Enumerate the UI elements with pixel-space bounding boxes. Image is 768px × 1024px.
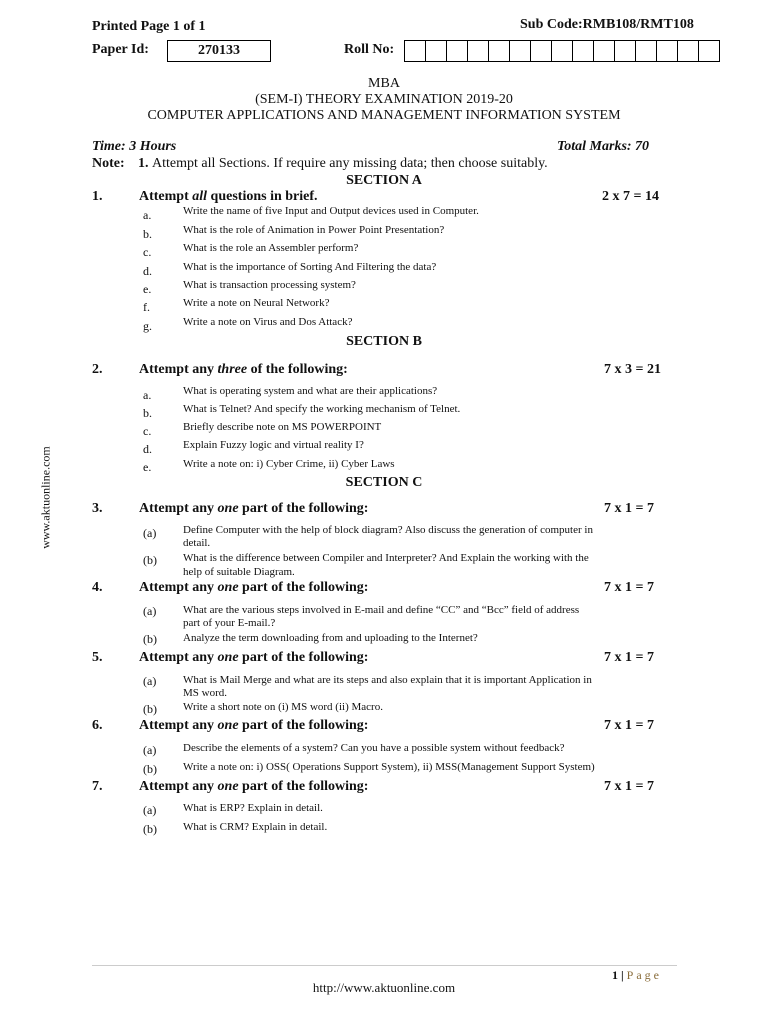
watermark-url: www.aktuonline.com	[38, 446, 53, 549]
q1d-label: d.	[143, 264, 152, 278]
q1e-text: What is transaction processing system?	[183, 279, 356, 291]
q5-marks: 7 x 1 = 7	[604, 650, 654, 665]
q5a-text-line2: MS word.	[183, 687, 228, 699]
paper-id-label: Paper Id:	[92, 42, 149, 57]
q6-instruction: Attempt any one part of the following:	[139, 718, 369, 733]
roll-no-cell[interactable]	[551, 40, 573, 62]
page-number: 1 | Page	[612, 968, 662, 982]
q4b-label: (b)	[143, 632, 157, 646]
footer-url[interactable]: http://www.aktuonline.com	[312, 980, 456, 995]
q4a-text-line1: What are the various steps involved in E-mail and define “CC” and “Bcc” field of address	[183, 604, 580, 616]
q2-marks: 7 x 3 = 21	[604, 362, 661, 377]
roll-no-cell[interactable]	[635, 40, 657, 62]
roll-no-cell[interactable]	[698, 40, 720, 62]
note-label: Note:	[92, 156, 125, 171]
q1d-text: What is the importance of Sorting And Filtering the data?	[183, 261, 437, 273]
roll-no-cell[interactable]	[467, 40, 489, 62]
subject-title: COMPUTER APPLICATIONS AND MANAGEMENT INFORMATION SYSTEM	[147, 108, 621, 123]
q7a-text: What is ERP? Explain in detail.	[183, 802, 323, 814]
q1b-label: b.	[143, 227, 152, 241]
roll-no-cell[interactable]	[593, 40, 615, 62]
q5b-text: Write a short note on (i) MS word (ii) Macro.	[183, 701, 383, 713]
q7a-label: (a)	[143, 803, 157, 817]
q5b-label: (b)	[143, 702, 157, 716]
roll-no-cell[interactable]	[530, 40, 552, 62]
roll-no-cell[interactable]	[614, 40, 636, 62]
q7b-label: (b)	[143, 822, 157, 836]
q1f-text: Write a note on Neural Network?	[183, 297, 330, 309]
q5-number: 5.	[92, 650, 103, 665]
q3a-text-line2: detail.	[183, 537, 211, 549]
q3a-label: (a)	[143, 526, 157, 540]
q3-marks: 7 x 1 = 7	[604, 501, 654, 516]
q3-instruction: Attempt any one part of the following:	[139, 501, 369, 516]
note-number: 1.	[138, 156, 149, 171]
q1-instruction: Attempt all questions in brief.	[139, 189, 318, 204]
q1e-label: e.	[143, 282, 152, 296]
q2d-label: d.	[143, 442, 152, 456]
q3b-label: (b)	[143, 553, 157, 567]
paper-id-box: 270133	[167, 40, 271, 62]
q7-marks: 7 x 1 = 7	[604, 779, 654, 794]
q2a-label: a.	[143, 388, 152, 402]
q7-instruction: Attempt any one part of the following:	[139, 779, 369, 794]
q4b-text: Analyze the term downloading from and uploading to the Internet?	[183, 632, 478, 644]
q3b-text-line1: What is the difference between Compiler and Interpreter? And Explain the working with the	[183, 552, 589, 564]
q5a-label: (a)	[143, 674, 157, 688]
note-text: Attempt all Sections. If require any missing data; then choose suitably.	[152, 156, 548, 171]
q3-number: 3.	[92, 501, 103, 516]
total-marks: Total Marks: 70	[557, 139, 650, 154]
q6a-text: Describe the elements of a system? Can you have a possible system without feedback?	[183, 742, 565, 754]
q6-number: 6.	[92, 718, 103, 733]
q2-number: 2.	[92, 362, 103, 377]
q1c-text: What is the role an Assembler perform?	[183, 242, 359, 254]
q6a-label: (a)	[143, 743, 157, 757]
q2e-label: e.	[143, 460, 152, 474]
roll-no-cell[interactable]	[509, 40, 531, 62]
q1a-label: a.	[143, 208, 152, 222]
q1f-label: f.	[143, 300, 150, 314]
q4-marks: 7 x 1 = 7	[604, 580, 654, 595]
q2e-text: Write a note on: i) Cyber Crime, ii) Cyber Laws	[183, 458, 395, 470]
q5a-text-line1: What is Mail Merge and what are its steps and also explain that it is important Application in	[183, 674, 592, 686]
q1b-text: What is the role of Animation in Power Point Presentation?	[183, 224, 445, 236]
q1g-label: g.	[143, 319, 152, 333]
q7b-text: What is CRM? Explain in detail.	[183, 821, 328, 833]
q1-number: 1.	[92, 189, 103, 204]
q4-number: 4.	[92, 580, 103, 595]
q2-instruction: Attempt any three of the following:	[139, 362, 348, 377]
roll-no-cell[interactable]	[404, 40, 426, 62]
q1a-text: Write the name of five Input and Output devices used in Computer.	[183, 205, 479, 217]
q2c-text: Briefly describe note on MS POWERPOINT	[183, 421, 382, 433]
printed-page-label: Printed Page 1 of 1	[92, 19, 206, 34]
roll-no-cell[interactable]	[656, 40, 678, 62]
sub-code: Sub Code:RMB108/RMT108	[520, 17, 694, 32]
q1-marks: 2 x 7 = 14	[602, 189, 659, 204]
roll-no-cell[interactable]	[488, 40, 510, 62]
q5-instruction: Attempt any one part of the following:	[139, 650, 369, 665]
exam-title: (SEM-I) THEORY EXAMINATION 2019-20	[255, 92, 513, 107]
footer-divider	[92, 965, 677, 966]
roll-no-cell[interactable]	[677, 40, 699, 62]
q2a-text: What is operating system and what are their applications?	[183, 385, 438, 397]
section-b-heading: SECTION B	[346, 334, 422, 349]
q2c-label: c.	[143, 424, 152, 438]
q4a-text-line2: part of your E-mail.?	[183, 617, 276, 629]
q2d-text: Explain Fuzzy logic and virtual reality I?	[183, 439, 364, 451]
q3a-text-line1: Define Computer with the help of block diagram? Also discuss the generation of computer in	[183, 524, 593, 536]
q2b-label: b.	[143, 406, 152, 420]
time-label: Time: 3 Hours	[92, 139, 177, 154]
section-c-heading: SECTION C	[345, 475, 423, 490]
q6-marks: 7 x 1 = 7	[604, 718, 654, 733]
roll-no-cell[interactable]	[446, 40, 468, 62]
section-a-heading: SECTION A	[346, 173, 422, 188]
q6b-label: (b)	[143, 762, 157, 776]
q1c-label: c.	[143, 245, 152, 259]
program-title: MBA	[368, 76, 400, 91]
q4a-label: (a)	[143, 604, 157, 618]
q2b-text: What is Telnet? And specify the working mechanism of Telnet.	[183, 403, 461, 415]
q1g-text: Write a note on Virus and Dos Attack?	[183, 316, 353, 328]
roll-no-cell[interactable]	[572, 40, 594, 62]
q6b-text: Write a note on: i) OSS( Operations Support System), ii) MSS(Management Support System)	[183, 761, 595, 773]
roll-no-label: Roll No:	[344, 42, 395, 57]
q3b-text-line2: help of suitable Diagram.	[183, 566, 295, 578]
roll-no-cell[interactable]	[425, 40, 447, 62]
q4-instruction: Attempt any one part of the following:	[139, 580, 369, 595]
roll-no-boxes[interactable]	[404, 40, 719, 62]
q7-number: 7.	[92, 779, 103, 794]
